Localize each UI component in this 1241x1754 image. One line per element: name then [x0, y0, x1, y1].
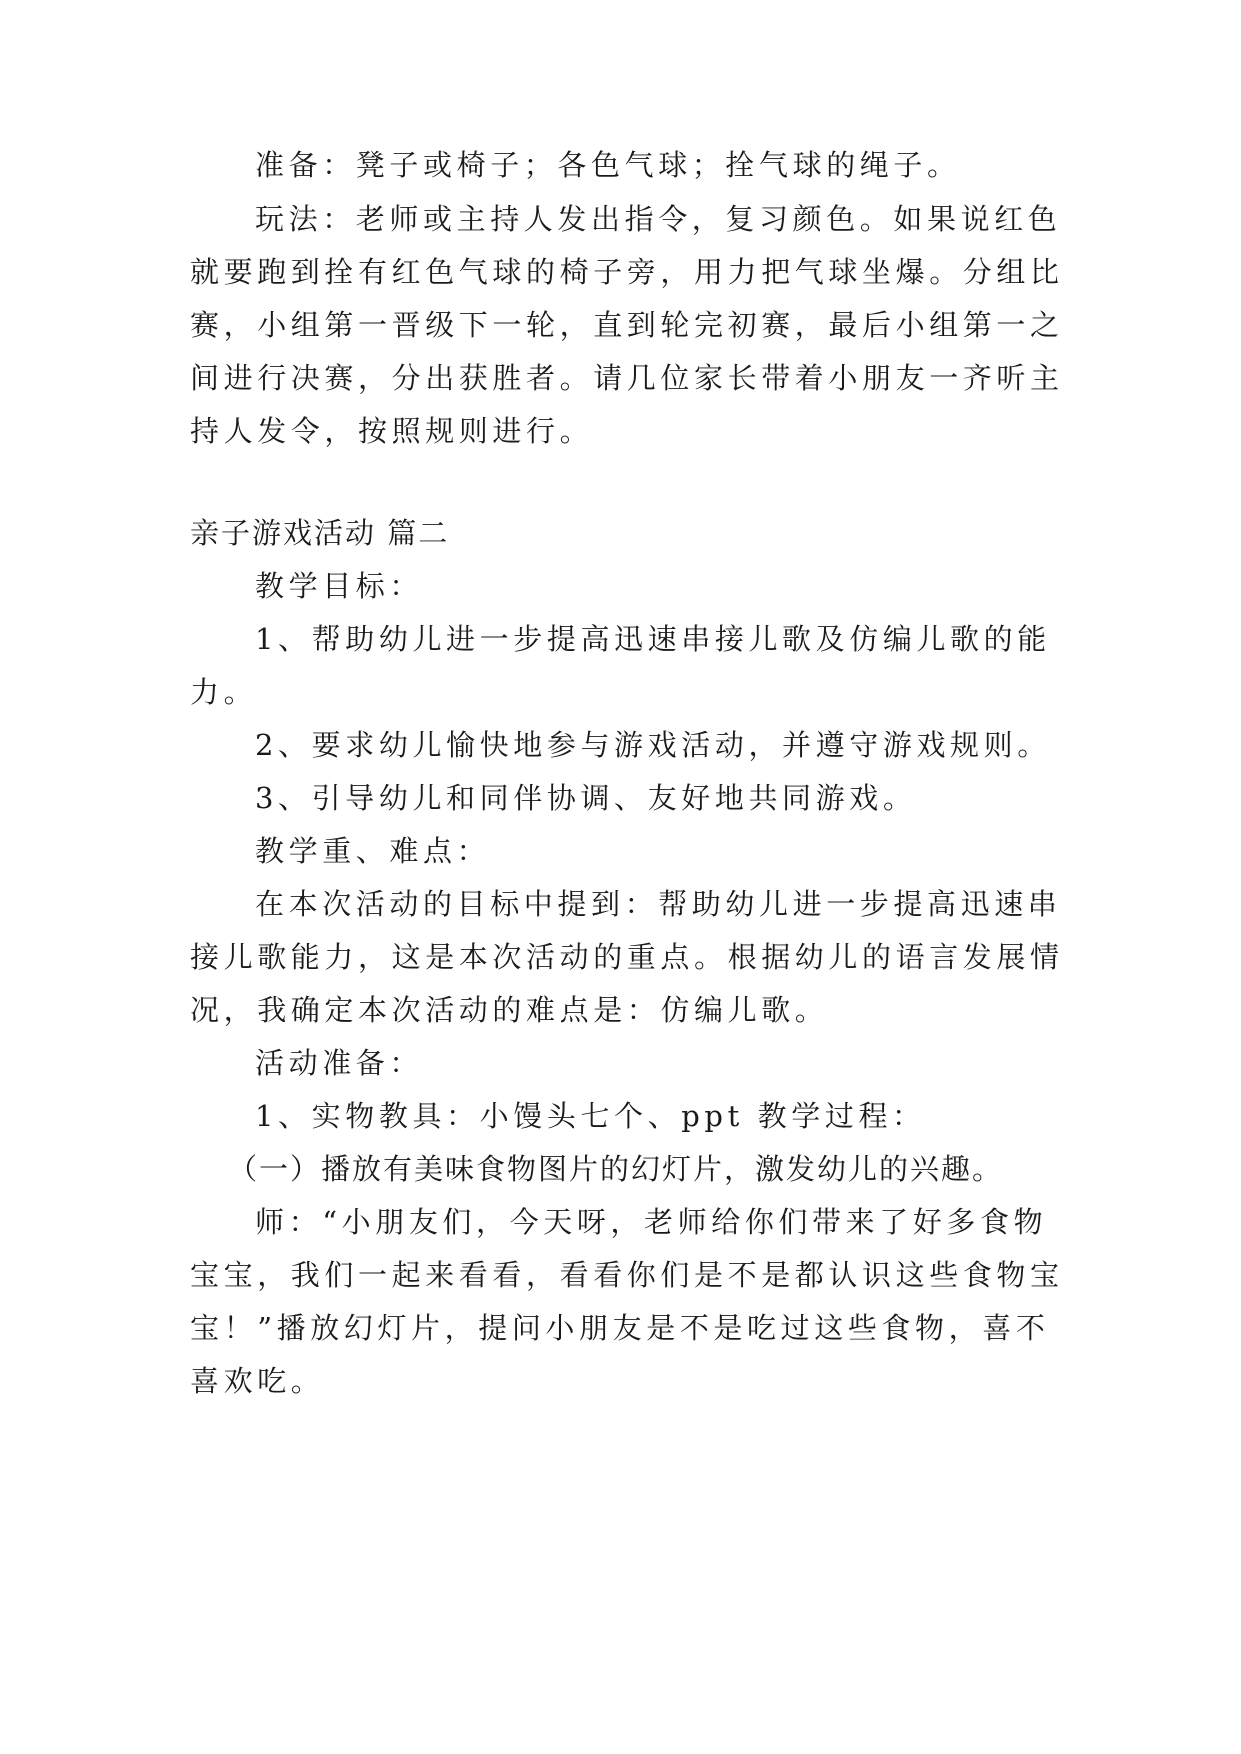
play-line-5: 持人发令，按照规则进行。: [190, 414, 594, 448]
goal-3: 3、引导幼儿和同伴协调、友好地共同游戏。: [255, 781, 917, 815]
teacher-line-3: 宝！”播放幻灯片，提问小朋友是不是吃过这些食物，喜不: [190, 1311, 1050, 1345]
key-text-line-1: 在本次活动的目标中提到：帮助幼儿进一步提高迅速串: [255, 887, 1062, 921]
key-text-line-2: 接儿歌能力，这是本次活动的重点。根据幼儿的语言发展情: [190, 940, 1064, 974]
teacher-line-2: 宝宝，我们一起来看看，看看你们是不是都认识这些食物宝: [190, 1258, 1064, 1292]
step-1: （一）播放有美味食物图片的幻灯片，激发幼儿的兴趣。: [228, 1152, 1004, 1186]
key-text-line-3: 况，我确定本次活动的难点是：仿编儿歌。: [190, 993, 829, 1027]
goal-1-line-1: 1、帮助幼儿进一步提高迅速串接儿歌及仿编儿歌的能: [255, 622, 1051, 656]
prep-line: 准备：凳子或椅子；各色气球；拴气球的绳子。: [255, 148, 961, 182]
goal-2: 2、要求幼儿愉快地参与游戏活动，并遵守游戏规则。: [255, 728, 1051, 762]
goal-1-line-2: 力。: [190, 675, 258, 709]
play-line-3: 赛，小组第一晋级下一轮，直到轮完初赛，最后小组第一之: [190, 308, 1064, 342]
goals-title: 教学目标：: [255, 569, 424, 603]
section-heading: 亲子游戏活动 篇二: [190, 516, 450, 550]
play-line-1: 玩法：老师或主持人发出指令，复习颜色。如果说红色: [255, 202, 1062, 236]
play-line-2: 就要跑到拴有红色气球的椅子旁，用力把气球坐爆。分组比: [190, 255, 1064, 289]
prep-item-1: 1、实物教具：小馒头七个、ppt 教学过程：: [255, 1099, 926, 1133]
prep-title: 活动准备：: [255, 1046, 424, 1080]
play-line-4: 间进行决赛，分出获胜者。请几位家长带着小朋友一齐听主: [190, 361, 1064, 395]
teacher-line-4: 喜欢吃。: [190, 1364, 325, 1398]
key-title: 教学重、难点：: [255, 834, 491, 868]
teacher-line-1: 师：“小朋友们，今天呀，老师给你们带来了好多食物: [255, 1205, 1048, 1239]
